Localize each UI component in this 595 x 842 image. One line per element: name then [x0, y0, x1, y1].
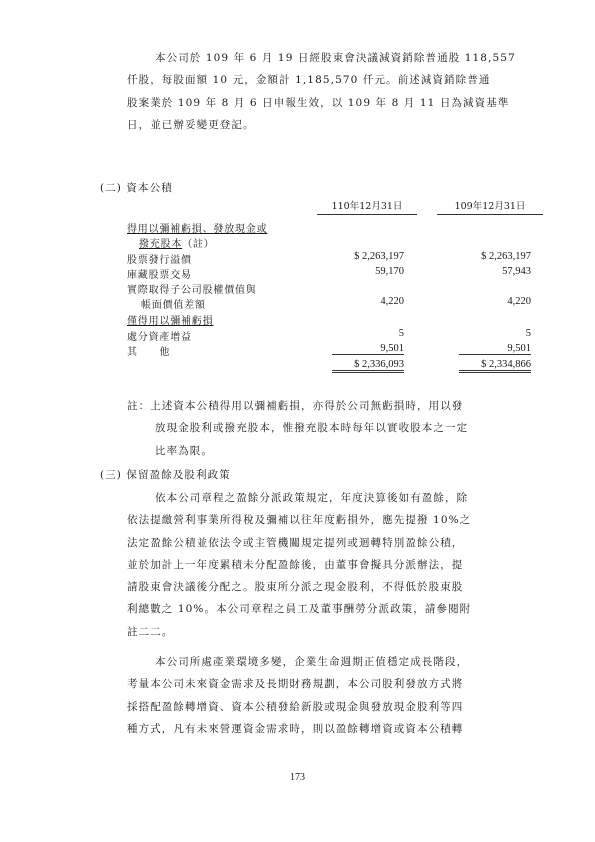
- section-heading-capital-surplus: (二) 資本公積: [100, 182, 173, 194]
- group-heading-row: [127, 220, 537, 235]
- value-2020: 4,220: [507, 296, 531, 307]
- value-2021: $ 2,263,197: [354, 251, 404, 262]
- value-2021: 5: [398, 328, 404, 339]
- table-row: [127, 251, 537, 266]
- table-row: [127, 296, 537, 311]
- row-label: 帳面價值差額: [141, 300, 206, 311]
- section-heading-retained-earnings: (三) 保留盈餘及股利政策: [100, 469, 231, 481]
- total-2021: $ 2,336,093: [332, 359, 404, 373]
- paragraph-line: 依本公司章程之盈餘分派政策規定，年度決算後如有盈餘，除: [155, 492, 469, 504]
- paragraph-line: 請股東會決議後分配之。股東所分派之現金股利，不得低於股東股: [127, 581, 464, 594]
- column-header-2020: 109年12月31日: [437, 198, 543, 215]
- paragraph-line: 採搭配盈餘轉增資、資本公積發給新股或現金與發放現金股利等四: [127, 700, 464, 713]
- industry-environment-paragraph: [127, 651, 535, 740]
- value-2020: $ 2,263,197: [481, 251, 531, 262]
- value-2021: 9,501: [332, 343, 404, 355]
- total-2020: $ 2,334,866: [459, 359, 531, 373]
- table-row: [127, 328, 537, 343]
- group-heading-label: 撥充股本: [139, 239, 183, 250]
- total-row: [127, 359, 537, 374]
- paragraph-line: 註二二。: [127, 625, 174, 638]
- paragraph-line: 並於加計上一年度累積未分配盈餘後，由董事會擬具分派辦法，提: [127, 558, 464, 571]
- group-heading-label: 僅得用以彌補虧損: [127, 316, 214, 327]
- row-label: 處分資產增益: [127, 332, 192, 343]
- group-heading-row: [127, 312, 537, 327]
- note-line: 註：上述資本公積得用以彌補虧損，亦得於公司無虧損時，用以發: [127, 400, 464, 412]
- column-header-2021: 110年12月31日: [317, 198, 417, 215]
- paragraph-line: 考量本公司未來資金需求及長期財務規劃，本公司股利發放方式將: [127, 678, 464, 691]
- table-row: [127, 343, 537, 358]
- paragraph-line: 依法提繳營利事業所得稅及彌補以往年度虧損外，應先提撥 10%之: [127, 514, 472, 527]
- page-number: 173: [290, 772, 305, 783]
- table-row: [127, 281, 537, 296]
- row-label: 實際取得子公司股權價值與: [127, 285, 257, 296]
- row-label: 庫藏股票交易: [127, 270, 192, 281]
- table-row: [127, 266, 537, 281]
- row-label: 其 他: [127, 347, 171, 358]
- capital-surplus-note: [127, 395, 537, 462]
- paragraph-line: 利總數之 10%。本公司章程之員工及董事酬勞分派政策，請參閱附: [127, 603, 472, 616]
- row-label: 股票發行溢價: [127, 255, 192, 266]
- value-2021: 59,170: [375, 266, 404, 277]
- note-line: 放現金股利或撥充股本，惟撥充股本時每年以實收股本之一定: [155, 422, 469, 435]
- paragraph-line: 仟股，每股面額 10 元，金額計 1,185,570 仟元。前述減資銷除普通: [127, 74, 491, 87]
- value-2020: 9,501: [459, 343, 531, 355]
- paragraph-line: 法定盈餘公積並依法令或主管機關規定提列或迴轉特別盈餘公積，: [127, 536, 464, 549]
- note-line: 比率為限。: [155, 444, 213, 457]
- paragraph-line: 種方式，凡有未來營運資金需求時，則以盈餘轉增資或資本公積轉: [127, 722, 464, 735]
- paragraph-line: 本公司所處產業環境多變，企業生命週期正值穩定成長階段，: [155, 656, 469, 668]
- paragraph-line: 股案業於 109 年 8 月 6 日申報生效，以 109 年 8 月 11 日為減資基準: [127, 96, 510, 109]
- value-2020: 5: [525, 328, 531, 339]
- value-2021: 4,220: [380, 296, 404, 307]
- group-heading-row: [127, 235, 537, 250]
- group-heading-continuation: [139, 235, 215, 250]
- capital-reduction-paragraph: [127, 47, 535, 136]
- group-heading-label: 得用以彌補虧損、發放現金或: [127, 224, 268, 235]
- paragraph-line: 日，並已辦妥變更登記。: [127, 118, 255, 131]
- value-2020: 57,943: [502, 266, 531, 277]
- dividend-policy-paragraph: [127, 487, 535, 643]
- paragraph-line: 本公司於 109 年 6 月 19 日經股東會決議減資銷除普通股 118,557: [155, 52, 516, 64]
- footnote-marker: （註）: [182, 239, 215, 250]
